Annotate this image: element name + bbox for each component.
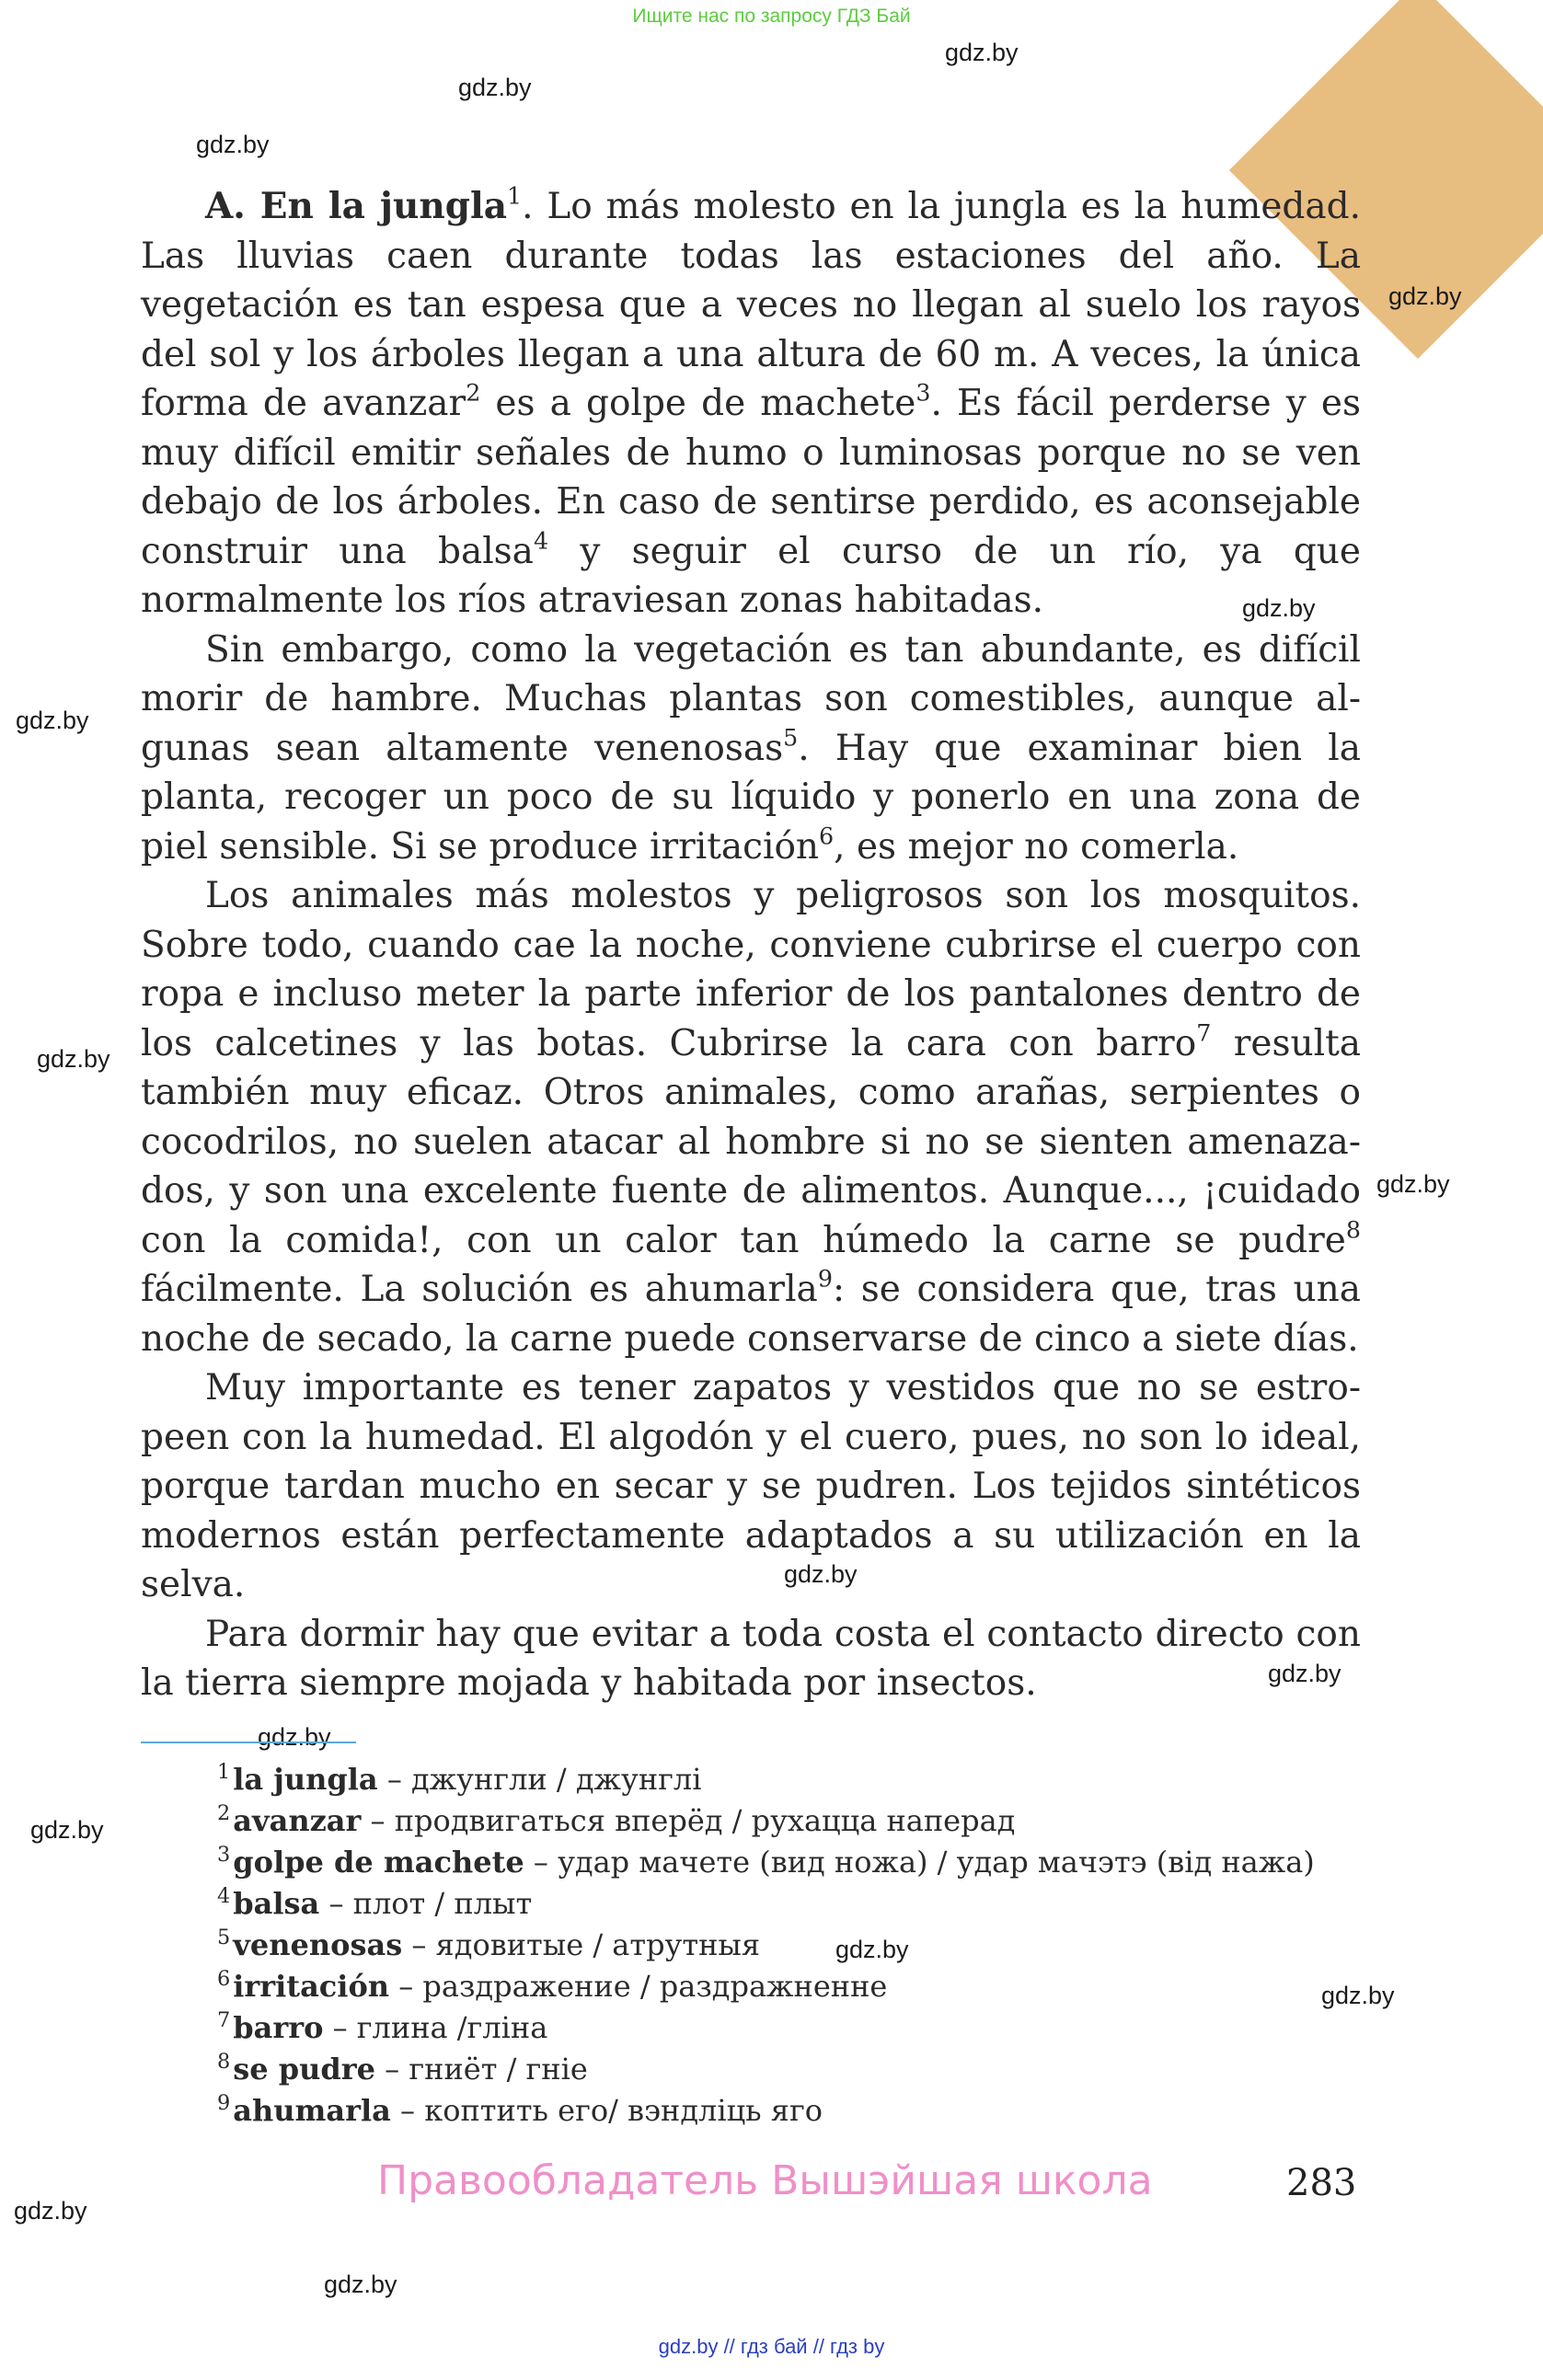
footnote-item: $^6$irritación – раздражение / раздражненне xyxy=(217,1966,888,2004)
footnote-item: $^8$se pudre – гниёт / гніе xyxy=(217,2049,588,2087)
watermark: gdz.by xyxy=(30,1816,104,1844)
footnote-ref: 4 xyxy=(533,525,549,554)
watermark: gdz.by xyxy=(1321,1982,1395,2009)
bottom-links[interactable]: gdz.by // гдз бай // гдз by xyxy=(658,2335,885,2358)
watermark: gdz.by xyxy=(196,131,270,158)
footnote-ref: 8 xyxy=(1345,1214,1361,1243)
watermark: gdz.by xyxy=(945,39,1019,66)
footnote-ref: 5 xyxy=(783,722,799,751)
watermark: gdz.by xyxy=(37,1045,110,1073)
footnote-ref: 2 xyxy=(466,378,481,407)
main-text xyxy=(141,182,1361,1708)
watermark: gdz.by xyxy=(16,707,89,734)
watermark: gdz.by xyxy=(14,2197,87,2225)
footnote-item: $^4$balsa – плот / плыт xyxy=(217,1883,533,1921)
paragraph: A. En la jungla$^1$. Lo más molesto en la jungla es la humedad. Las lluvias caen durante todas las estaciones del año. La vegetación es tan espesa que a veces no llegan al suelo los rayos del sol y los árboles llegan a una altura de 60 m. A veces, la única forma de avanzar$^2$ es a golpe de machete$^3$. Es fácil perderse y es muy difícil emitir señales de humo o luminosas porque no se ven debajo de los árboles. En caso de sentirse perdido, es aconsejable construir una balsa$^4$ y seguir el curso de un río, ya que normalmente los ríos atraviesan zonas habitadas. xyxy=(141,181,1361,621)
footnote-divider xyxy=(141,1742,356,1743)
watermark: gdz.by xyxy=(835,1936,909,1963)
footnote-item: $^3$golpe de machete – удар мачете (вид ножа) / удар мачэтэ (від нажа) xyxy=(217,1842,1315,1880)
footnote-ref: 6 xyxy=(819,821,835,849)
paragraph: Muy importante es tener zapatos y vestidos que no se estropeen con la humedad. El algodón y el cuero, pues, no son lo ideal, porque tardan mucho en secar y se pudren. Los tejidos sintéticos modernos están perfectamente adaptados a su utilización en la selva. xyxy=(141,1367,1361,1605)
footnote-ref: 3 xyxy=(915,378,931,407)
footnote-item: $^9$ahumarla – коптить его/ вэндліць яго xyxy=(217,2090,823,2128)
paragraph: Para dormir hay que evitar a toda costa el contacto directo con la tierra siempre mojada y habitada por insectos. xyxy=(141,1613,1361,1704)
footnote-ref: 9 xyxy=(817,1264,833,1293)
paragraph: Sin embargo, como la vegetación es tan abundante, es difícil morir de hambre. Muchas plantas son comestibles, aunque algunas sean altamente venenosas$^5$. Hay que examinar bien la planta, recoger un poco de su líquido y ponerlo en una zona de piel sensible. Si se produce irritación$^6$, es mejor no comerla. xyxy=(141,628,1361,868)
watermark: gdz.by xyxy=(784,1560,858,1588)
footnote-item: $^1$la jungla – джунгли / джунглі xyxy=(217,1759,702,1797)
footnote-item: $^2$avanzar – продвигаться вперёд / рухацца наперад xyxy=(217,1800,1016,1838)
watermark: gdz.by xyxy=(258,1723,331,1751)
watermark: gdz.by xyxy=(1242,594,1316,622)
watermark: gdz.by xyxy=(458,74,532,101)
section-title: A. En la jungla xyxy=(205,185,508,227)
footnote-item: $^5$venenosas – ядовитые / атрутныя xyxy=(217,1925,761,1962)
footnote-ref: 7 xyxy=(1196,1018,1212,1046)
publisher-notice: Правообладатель Вышэйшая школа xyxy=(377,2157,1153,2204)
watermark: gdz.by xyxy=(1376,1170,1450,1198)
page-number: 283 xyxy=(1286,2162,1357,2204)
watermark: gdz.by xyxy=(324,2271,397,2298)
top-banner: Ищите нас по запросу ГДЗ Бай xyxy=(632,6,911,27)
footnote-ref: 1 xyxy=(507,181,523,210)
footnotes xyxy=(217,1759,1367,2132)
footnote-item: $^7$barro – глина /гліна xyxy=(217,2007,548,2045)
paragraph: Los animales más molestos y peligrosos son los mosquitos. Sobre todo, cuando cae la noche, conviene cubrirse el cuerpo con ropa e incluso meter la parte inferior de los pantalones dentro de los calcetines y las botas. Cubrirse la cara con barro$^7$ resulta también muy eficaz. Otros animales, como arañas, serpientes o cocodrilos, no suelen atacar al hombre si no se sienten amenazados, y son una excelente fuente de alimentos. Aunque..., ¡cuidado con la comida!, con un calor tan húmedo la carne se pudre$^8$ fácilmente. La solución es ahumarla$^9$: se considera que, tras una noche de secado, la carne puede conservarse de cinco a siete días. xyxy=(141,875,1361,1360)
watermark: gdz.by xyxy=(1268,1660,1341,1687)
watermark: gdz.by xyxy=(1388,282,1462,310)
